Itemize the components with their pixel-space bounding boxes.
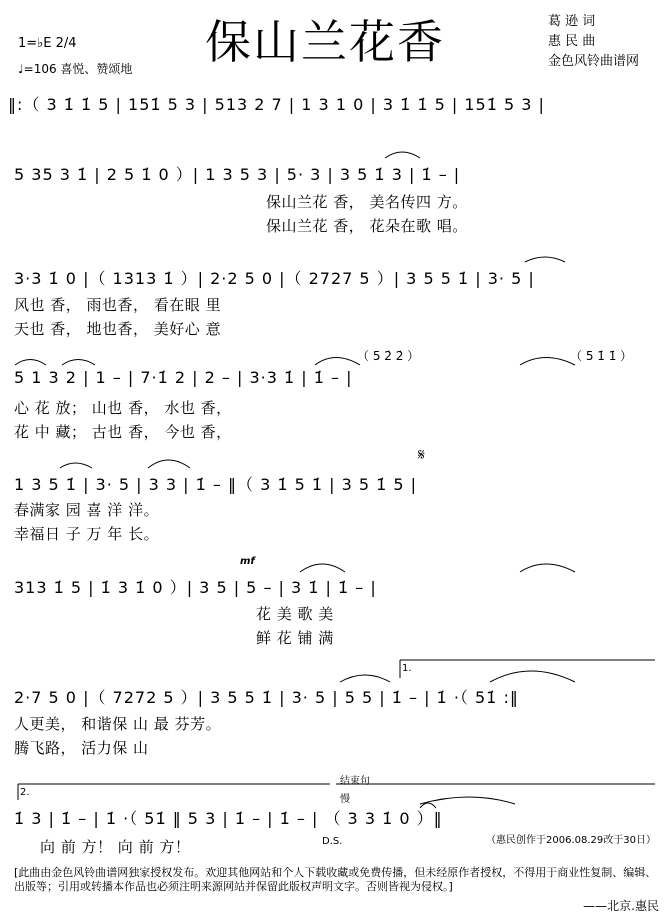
score-row-7: 2·7 5 0 |（ 7272 5 ）| 3 5 5 1̇ | 3· 5 | 5 5 | 1̇ – | 1̇ ·（ 51̇ :‖ — [14, 688, 519, 707]
dynamic-mf: mf — [240, 556, 255, 567]
composition-date-note: （惠民创作于2006.08.29改于30日） — [486, 835, 656, 846]
lyric-row-6-verse-1: 花 美 歌 美 — [256, 605, 334, 623]
score-row-3: 3·3 1̇ 0 |（ 1313 1̇ ）| 2·2 5 0 |（ 2727 5 ）| 3 5 5 1̇ | 3· 5 | — [14, 269, 535, 288]
lyric-row-3-verse-1: 风也 香， 雨也香， 看在眼 里 — [14, 296, 222, 314]
row-4-aside-2: （ 5 1̇ 1̇ ） — [570, 349, 633, 363]
lyric-row-5-verse-1: 春满家 园 喜 洋 洋。 — [14, 501, 160, 519]
lyric-row-4-verse-1: 心 花 放； 山也 香， 水也 香， — [14, 399, 232, 417]
score-row-1: ‖:（ 3 1̇ 1̇ 5 | 151̇ 5 3 | 513 2 7 | 1 3 1 0 | 3 1̇ 1̇ 5 | 151̇ 5 3 | — [8, 95, 545, 114]
lyric-row-7-verse-2: 腾飞路， 活力保 山 — [14, 739, 149, 757]
ds-marking: D.S. — [322, 836, 343, 847]
svg-text:𝄋: 𝄋 — [418, 445, 425, 464]
composer-credit: 惠 民 曲 — [548, 34, 596, 49]
lyric-row-2-verse-1: 保山兰花 香， 美名传四 方。 — [266, 193, 468, 211]
lyric-row-6-verse-2: 鲜 花 铺 满 — [256, 629, 334, 647]
score-row-2: 5 35 3 1̇ | 2 5 1̇ 0 ）| 1 3 5 3 | 5· 3 | 3 5 1̇ 3 | 1̇ – | — [14, 165, 461, 184]
volta-1-label: 1. — [402, 663, 412, 674]
score-row-8: 1̇ 3 | 1̇ – | 1̇ ·（ 51̇ ‖ 5 3 | 1̇ – | 1̇ – | （ 3 3 1̇ 0 ）‖ — [14, 809, 443, 828]
row-4-aside-1: （ 5 2̇ 2̇ ） — [357, 349, 420, 363]
key-signature: 1=♭E 2/4 — [18, 36, 77, 51]
song-title: 保山兰花香 — [205, 15, 445, 69]
lyric-row-5-verse-2: 幸福日 子 万 年 长。 — [14, 525, 160, 543]
score-row-6: 313 1̇ 5 | 1̇ 3 1̇ 0 ）| 3 5 | 5 – | 3 1̇ | 1̇ – | — [14, 578, 377, 597]
lyricist-credit: 葛 逊 词 — [548, 14, 596, 29]
volta-2-label: 2. — [20, 787, 30, 798]
lyric-row-7-verse-1: 人更美， 和谐保 山 最 芬芳。 — [14, 715, 222, 733]
lyric-row-3-verse-2: 天也 香， 地也香， 美好心 意 — [14, 320, 222, 338]
coda-label: 结束句 — [340, 776, 370, 787]
lyric-row-4-verse-2: 花 中 藏； 古也 香， 今也 香， — [14, 423, 232, 441]
lyric-row-2-verse-2: 保山兰花 香， 花朵在歌 唱。 — [266, 217, 468, 235]
source-credit: 金色风铃曲谱网 — [548, 54, 640, 69]
signature: ——北京.惠民 — [583, 899, 659, 913]
lyric-row-8: 向 前 方！ 向 前 方！ — [40, 838, 191, 856]
score-row-4: 5 1 3 2 | 1 – | 7·1̇ 2 | 2 – | 3·3 1̇ | 1̇ – | — [14, 368, 353, 387]
tempo-slow: 慢 — [340, 794, 350, 805]
score-row-5: 1 3 5 1̇ | 3· 5 | 3 3 | 1̇ – ‖（ 3 1̇ 5 1̇ | 3 5 1̇ 5 | — [14, 475, 418, 494]
tempo-marking: ♩=106 喜悦、赞颂地 — [18, 62, 133, 76]
copyright-notice: [此曲由金色风铃曲谱网独家授权发布。欢迎其他网站和个人下载收藏或免费传播，但未经原作者授权，不得用于商业性复制、编辑、出版等；引用或转播本作品也必须注明来源网站并保留此版权声明文字。否则皆视为侵权。] — [14, 866, 657, 893]
